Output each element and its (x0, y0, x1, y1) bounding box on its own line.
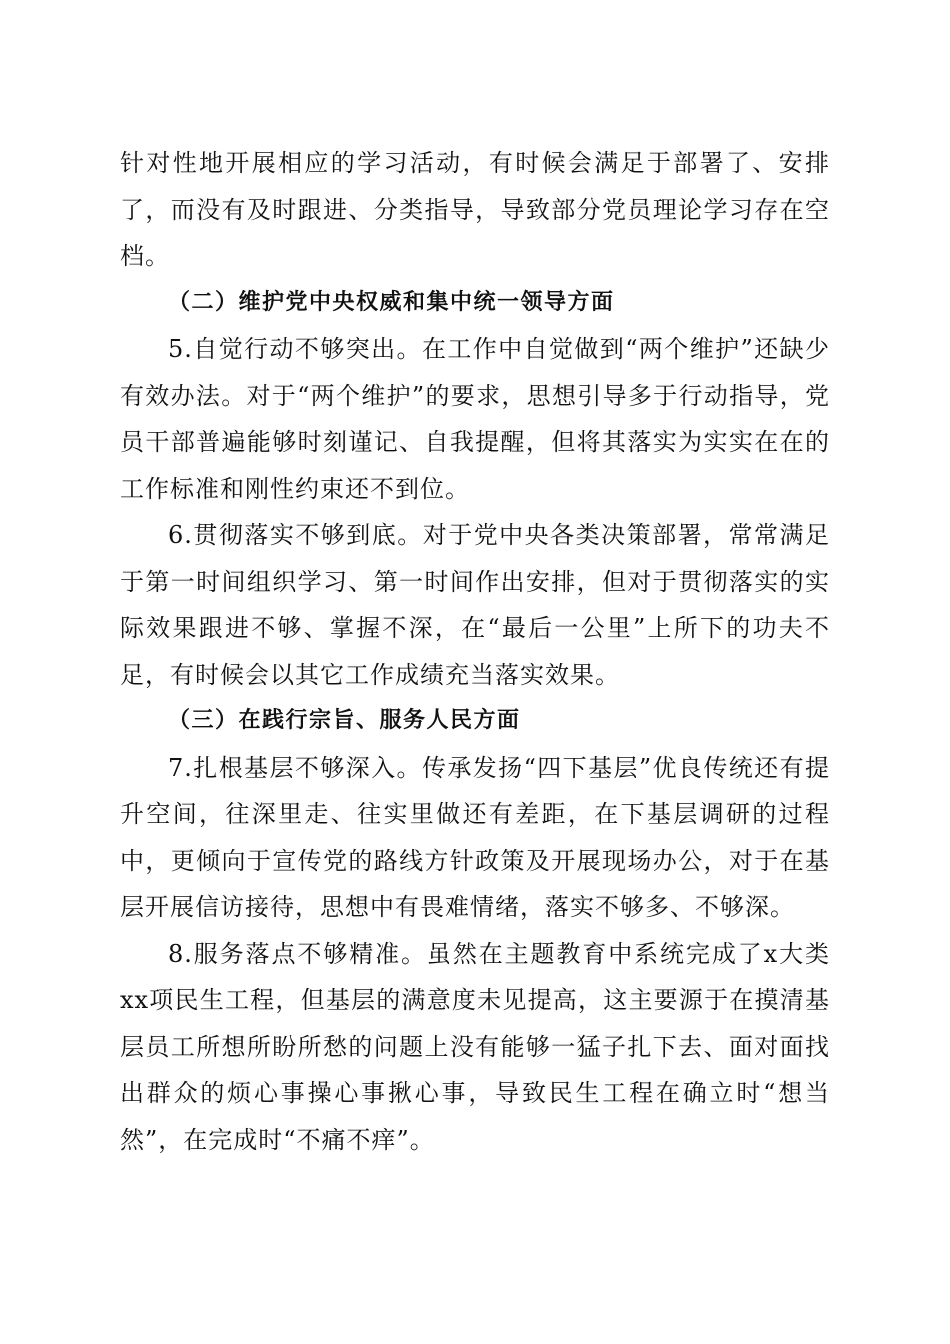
paragraph-item-8: 8.服务落点不够精准。虽然在主题教育中系统完成了x大类xx项民生工程，但基层的满意度未见提高，这主要源于在摸清基层员工所想所盼所愁的问题上没有能够一猛子扎下去、面对面找出群众的烦心事操心事揪心事，导致民生工程在确立时“想当然”，在完成时“不痛不痒”。 (120, 939, 830, 1154)
section-heading-3: （三）在践行宗旨、服务人民方面 (168, 708, 521, 733)
paragraph-item-6: 6.贯彻落实不够到底。对于党中央各类决策部署，常常满足于第一时间组织学习、第一时间作出安排，但对于贯彻落实的实际效果跟进不够、掌握不深，在“最后一公里”上所下的功夫不足，有时候会以其它工作成绩充当落实效果。 (120, 521, 830, 689)
document-body (120, 140, 830, 1163)
paragraph-item-5: 5.自觉行动不够突出。在工作中自觉做到“两个维护”还缺少有效办法。对于“两个维护”的要求，思想引导多于行动指导，党员干部普遍能够时刻谨记、自我提醒，但将其落实为实实在在的工作标准和刚性约束还不到位。 (120, 335, 830, 503)
section-heading-2: （二）维护党中央权威和集中统一领导方面 (168, 289, 615, 315)
paragraph-continuation: 针对性地开展相应的学习活动，有时候会满足于部署了、安排了，而没有及时跟进、分类指导，导致部分党员理论学习存在空档。 (120, 149, 830, 270)
paragraph-item-7: 7.扎根基层不够深入。传承发扬“四下基层”优良传统还有提升空间，往深里走、往实里做还有差距，在下基层调研的过程中，更倾向于宣传党的路线方针政策及开展现场办公，对于在基层开展信访接待，思想中有畏难情绪，落实不够多、不够深。 (120, 753, 830, 921)
